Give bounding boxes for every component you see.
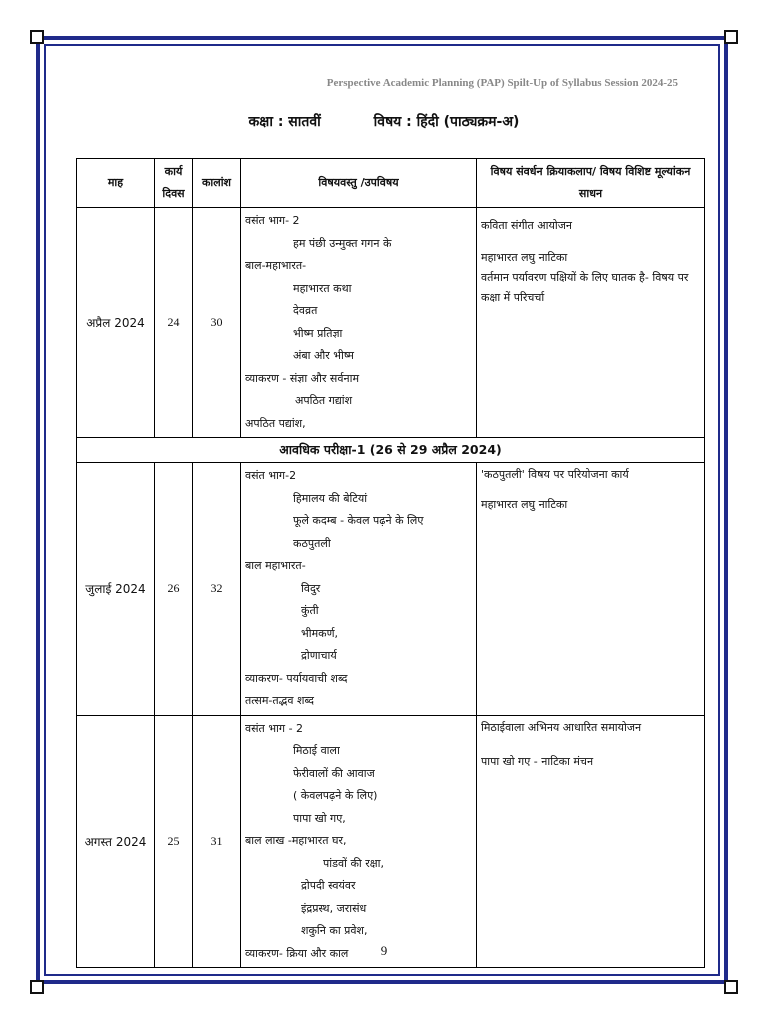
column-header-days: कार्य दिवस <box>155 159 193 208</box>
activity-line: महाभारत लघु नाटिका <box>481 251 568 264</box>
content-line: अपठित गद्यांश <box>295 394 353 407</box>
column-header-activities: विषय संवर्धन क्रियाकलाप/ विषय विशिष्ट मूल्यांकन साधन <box>477 159 705 208</box>
exam-row <box>77 438 705 463</box>
content-line: द्रोपदी स्वयंवर <box>301 879 356 892</box>
content-line: अंबा और भीष्म <box>293 349 354 362</box>
content-line: पापा खो गए, <box>293 811 346 825</box>
content-line: विदुर <box>301 581 321 595</box>
content-line: वसंत भाग- 2 <box>245 214 300 227</box>
content-line: वसंत भाग-2 <box>245 469 297 482</box>
activities-cell <box>477 715 705 968</box>
class-label: कक्षा : सातवीं <box>248 114 321 130</box>
corner-ornament <box>30 980 44 994</box>
content-line: फूले कदम्ब - केवल पढ़ने के लिए <box>293 514 424 527</box>
column-header-periods: कालांश <box>193 159 241 208</box>
activity-line: मिठाईवाला अभिनय आधारित समायोजन <box>481 720 642 734</box>
periods-cell: 31 <box>193 715 241 968</box>
table-row <box>77 208 705 438</box>
column-header-month: माह <box>77 159 155 208</box>
corner-ornament <box>30 30 44 44</box>
content-line: हिमालय की बेटियां <box>293 491 368 505</box>
content-cell <box>241 208 477 438</box>
table-row <box>77 715 705 968</box>
activity-line: 'कठपुतली' विषय पर परियोजना कार्य <box>481 468 629 481</box>
content-line: व्याकरण - संज्ञा और सर्वनाम <box>245 371 360 385</box>
content-line: बाल लाख -महाभारत घर, <box>245 834 347 847</box>
content-line: बाल-महाभारत- <box>245 259 307 272</box>
month-cell: अगस्त 2024 <box>77 715 155 968</box>
periods-cell: 32 <box>193 463 241 716</box>
content-line: वसंत भाग - 2 <box>245 721 304 735</box>
activity-line: वर्तमान पर्यावरण पक्षियों के लिए घातक है- विषय पर कक्षा में परिचर्चा <box>481 271 689 304</box>
content-line: हम पंछी उन्मुक्त गगन के <box>293 236 392 250</box>
content-line: फेरीवालों की आवाज <box>293 766 375 780</box>
corner-ornament <box>724 980 738 994</box>
activity-line: महाभारत लघु नाटिका <box>481 498 568 511</box>
activity-line: कविता संगीत आयोजन <box>481 219 573 232</box>
content-line: इंद्रप्रस्थ, जरासंध <box>301 901 367 915</box>
content-line: व्याकरण- पर्यायवाची शब्द <box>245 671 348 685</box>
page-title <box>0 112 768 131</box>
days-cell: 26 <box>155 463 193 716</box>
content-line: मिठाई वाला <box>293 744 340 757</box>
corner-ornament <box>724 30 738 44</box>
content-cell <box>241 463 477 716</box>
month-cell: अप्रैल 2024 <box>77 208 155 438</box>
content-line: कुंती <box>301 604 319 617</box>
page-number: 9 <box>380 943 388 958</box>
content-line: शकुनि का प्रवेश, <box>301 924 368 937</box>
content-line: ( केवलपढ़ने के लिए) <box>293 789 378 802</box>
activities-cell <box>477 208 705 438</box>
content-line: महाभारत कथा <box>293 281 352 295</box>
content-line: तत्सम-तद्भव शब्द <box>245 694 314 707</box>
exam-label: आवधिक परीक्षा-1 (26 से 29 अप्रैल 2024) <box>77 438 705 463</box>
content-line: व्याकरण- क्रिया और काल <box>245 946 349 960</box>
table-header-row <box>77 159 705 208</box>
syllabus-table <box>76 158 705 968</box>
days-cell: 25 <box>155 715 193 968</box>
days-cell: 24 <box>155 208 193 438</box>
periods-cell: 30 <box>193 208 241 438</box>
content-line: कठपुतली <box>293 536 331 550</box>
activity-line: पापा खो गए - नाटिका मंचन <box>481 754 594 768</box>
content-line: देवव्रत <box>293 304 318 317</box>
content-line: भीमकर्ण, <box>301 626 339 640</box>
document-header: Perspective Academic Planning (PAP) Spilt-Up of Syllabus Session 2024-25 <box>326 77 678 89</box>
content-cell <box>241 715 477 968</box>
content-line: पांडवों की रक्षा, <box>323 856 384 870</box>
month-cell: जुलाई 2024 <box>77 463 155 716</box>
content-line: द्रोणाचार्य <box>301 649 337 662</box>
subject-label: विषय : हिंदी (पाठ्यक्रम-अ) <box>373 114 520 130</box>
content-line: बाल महाभारत- <box>245 559 306 572</box>
content-line: भीष्म प्रतिज्ञा <box>293 326 343 340</box>
table-row <box>77 463 705 716</box>
content-line: अपठित पद्यांश, <box>245 416 306 430</box>
activities-cell <box>477 463 705 716</box>
column-header-content: विषयवस्तु /उपविषय <box>241 159 477 208</box>
